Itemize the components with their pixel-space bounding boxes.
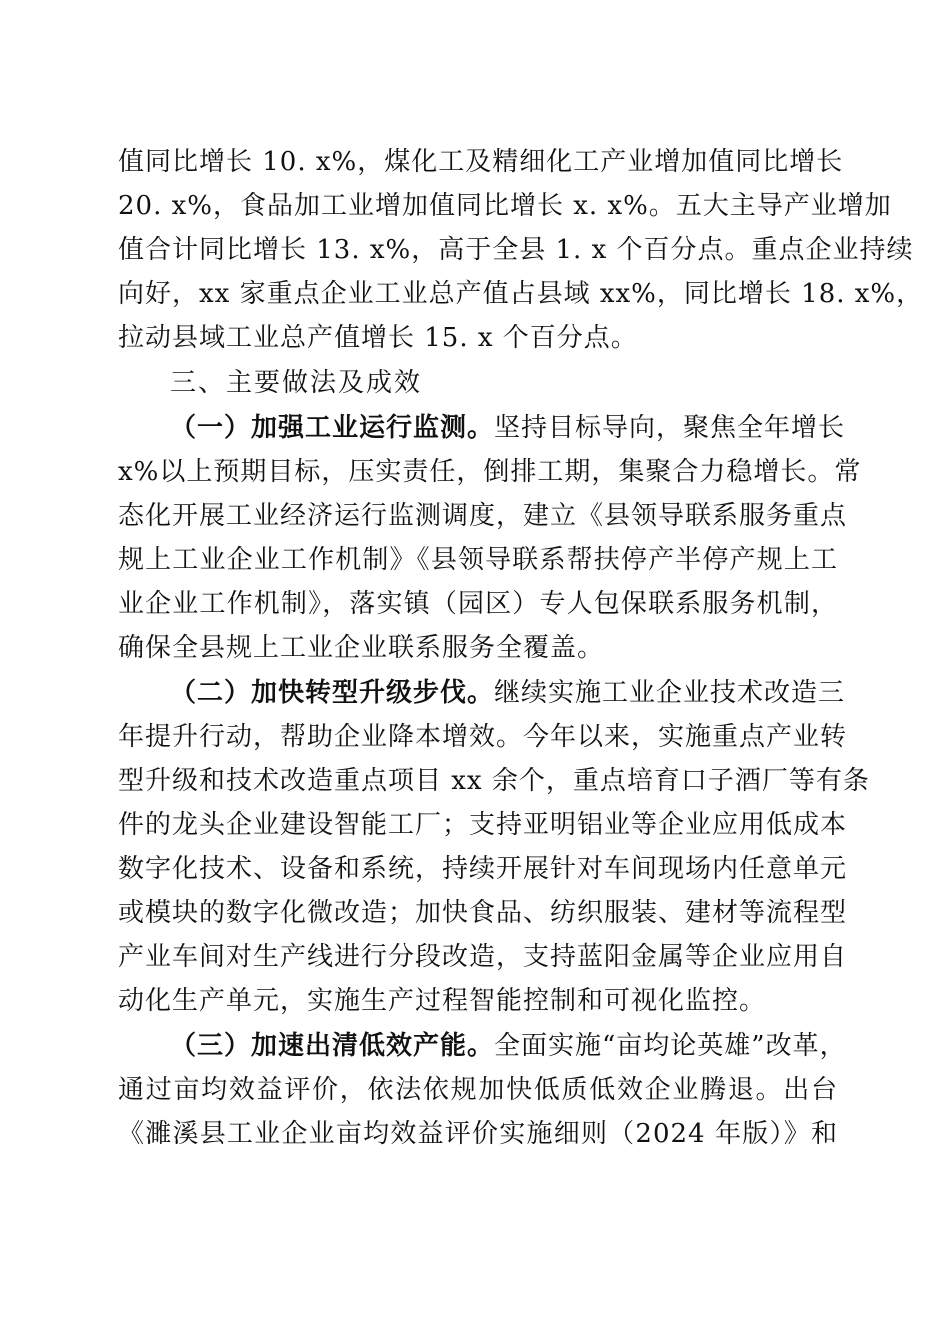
body-line: 业企业工作机制》，落实镇（园区）专人包保联系服务机制， bbox=[118, 589, 838, 619]
paragraph-text: 继续实施工业企业技术改造三 bbox=[494, 678, 846, 708]
body-line: 《濉溪县工业企业亩均效益评价实施细则（2024 年版）》和 bbox=[118, 1119, 838, 1149]
body-line: 向好，xx 家重点企业工业总产值占县域 xx%，同比增长 18. x%， bbox=[118, 279, 924, 309]
paragraph-lead: （一）加强工业运行监测。 bbox=[170, 413, 495, 443]
paragraph-lead: （二）加快转型升级步伐。 bbox=[170, 678, 495, 708]
paragraph-text: 坚持目标导向，聚焦全年增长 bbox=[494, 413, 846, 443]
body-line: x%以上预期目标，压实责任，倒排工期，集聚合力稳增长。常 bbox=[118, 457, 862, 487]
body-line: 产业车间对生产线进行分段改造，支持蓝阳金属等企业应用自 bbox=[118, 942, 848, 972]
body-line: 通过亩均效益评价，依法依规加快低质低效企业腾退。出台 bbox=[118, 1075, 838, 1105]
body-line: 件的龙头企业建设智能工厂；支持亚明铝业等企业应用低成本 bbox=[118, 810, 848, 840]
body-line: 确保全县规上工业企业联系服务全覆盖。 bbox=[118, 633, 605, 663]
paragraph-lead: （三）加速出清低效产能。 bbox=[170, 1031, 495, 1061]
body-line: 拉动县域工业总产值增长 15. x 个百分点。 bbox=[118, 323, 638, 353]
paragraph-text: 全面实施“亩均论英雄”改革， bbox=[494, 1031, 847, 1061]
body-line: 20. x%，食品加工业增加值同比增长 x. x%。五大主导产业增加 bbox=[118, 191, 892, 221]
body-line: 态化开展工业经济运行监测调度，建立《县领导联系服务重点 bbox=[118, 501, 848, 531]
body-line: 型升级和技术改造重点项目 xx 余个，重点培育口子酒厂等有条 bbox=[118, 766, 870, 796]
body-line: 或模块的数字化微改造；加快食品、纺织服装、建材等流程型 bbox=[118, 898, 848, 928]
paragraph-first-line bbox=[170, 406, 846, 450]
paragraph-first-line bbox=[170, 1024, 847, 1068]
body-line: 值同比增长 10. x%，煤化工及精细化工产业增加值同比增长 bbox=[118, 147, 844, 177]
body-line: 年提升行动，帮助企业降本增效。今年以来，实施重点产业转 bbox=[118, 722, 848, 752]
body-line: 数字化技术、设备和系统，持续开展针对车间现场内任意单元 bbox=[118, 854, 848, 884]
body-line: 规上工业企业工作机制》《县领导联系帮扶停产半停产规上工 bbox=[118, 545, 838, 575]
paragraph-first-line bbox=[170, 671, 846, 715]
section-heading: 三、主要做法及成效 bbox=[170, 368, 423, 398]
body-line: 值合计同比增长 13. x%，高于全县 1. x 个百分点。重点企业持续 bbox=[118, 235, 914, 265]
body-line: 动化生产单元，实施生产过程智能控制和可视化监控。 bbox=[118, 986, 767, 1016]
